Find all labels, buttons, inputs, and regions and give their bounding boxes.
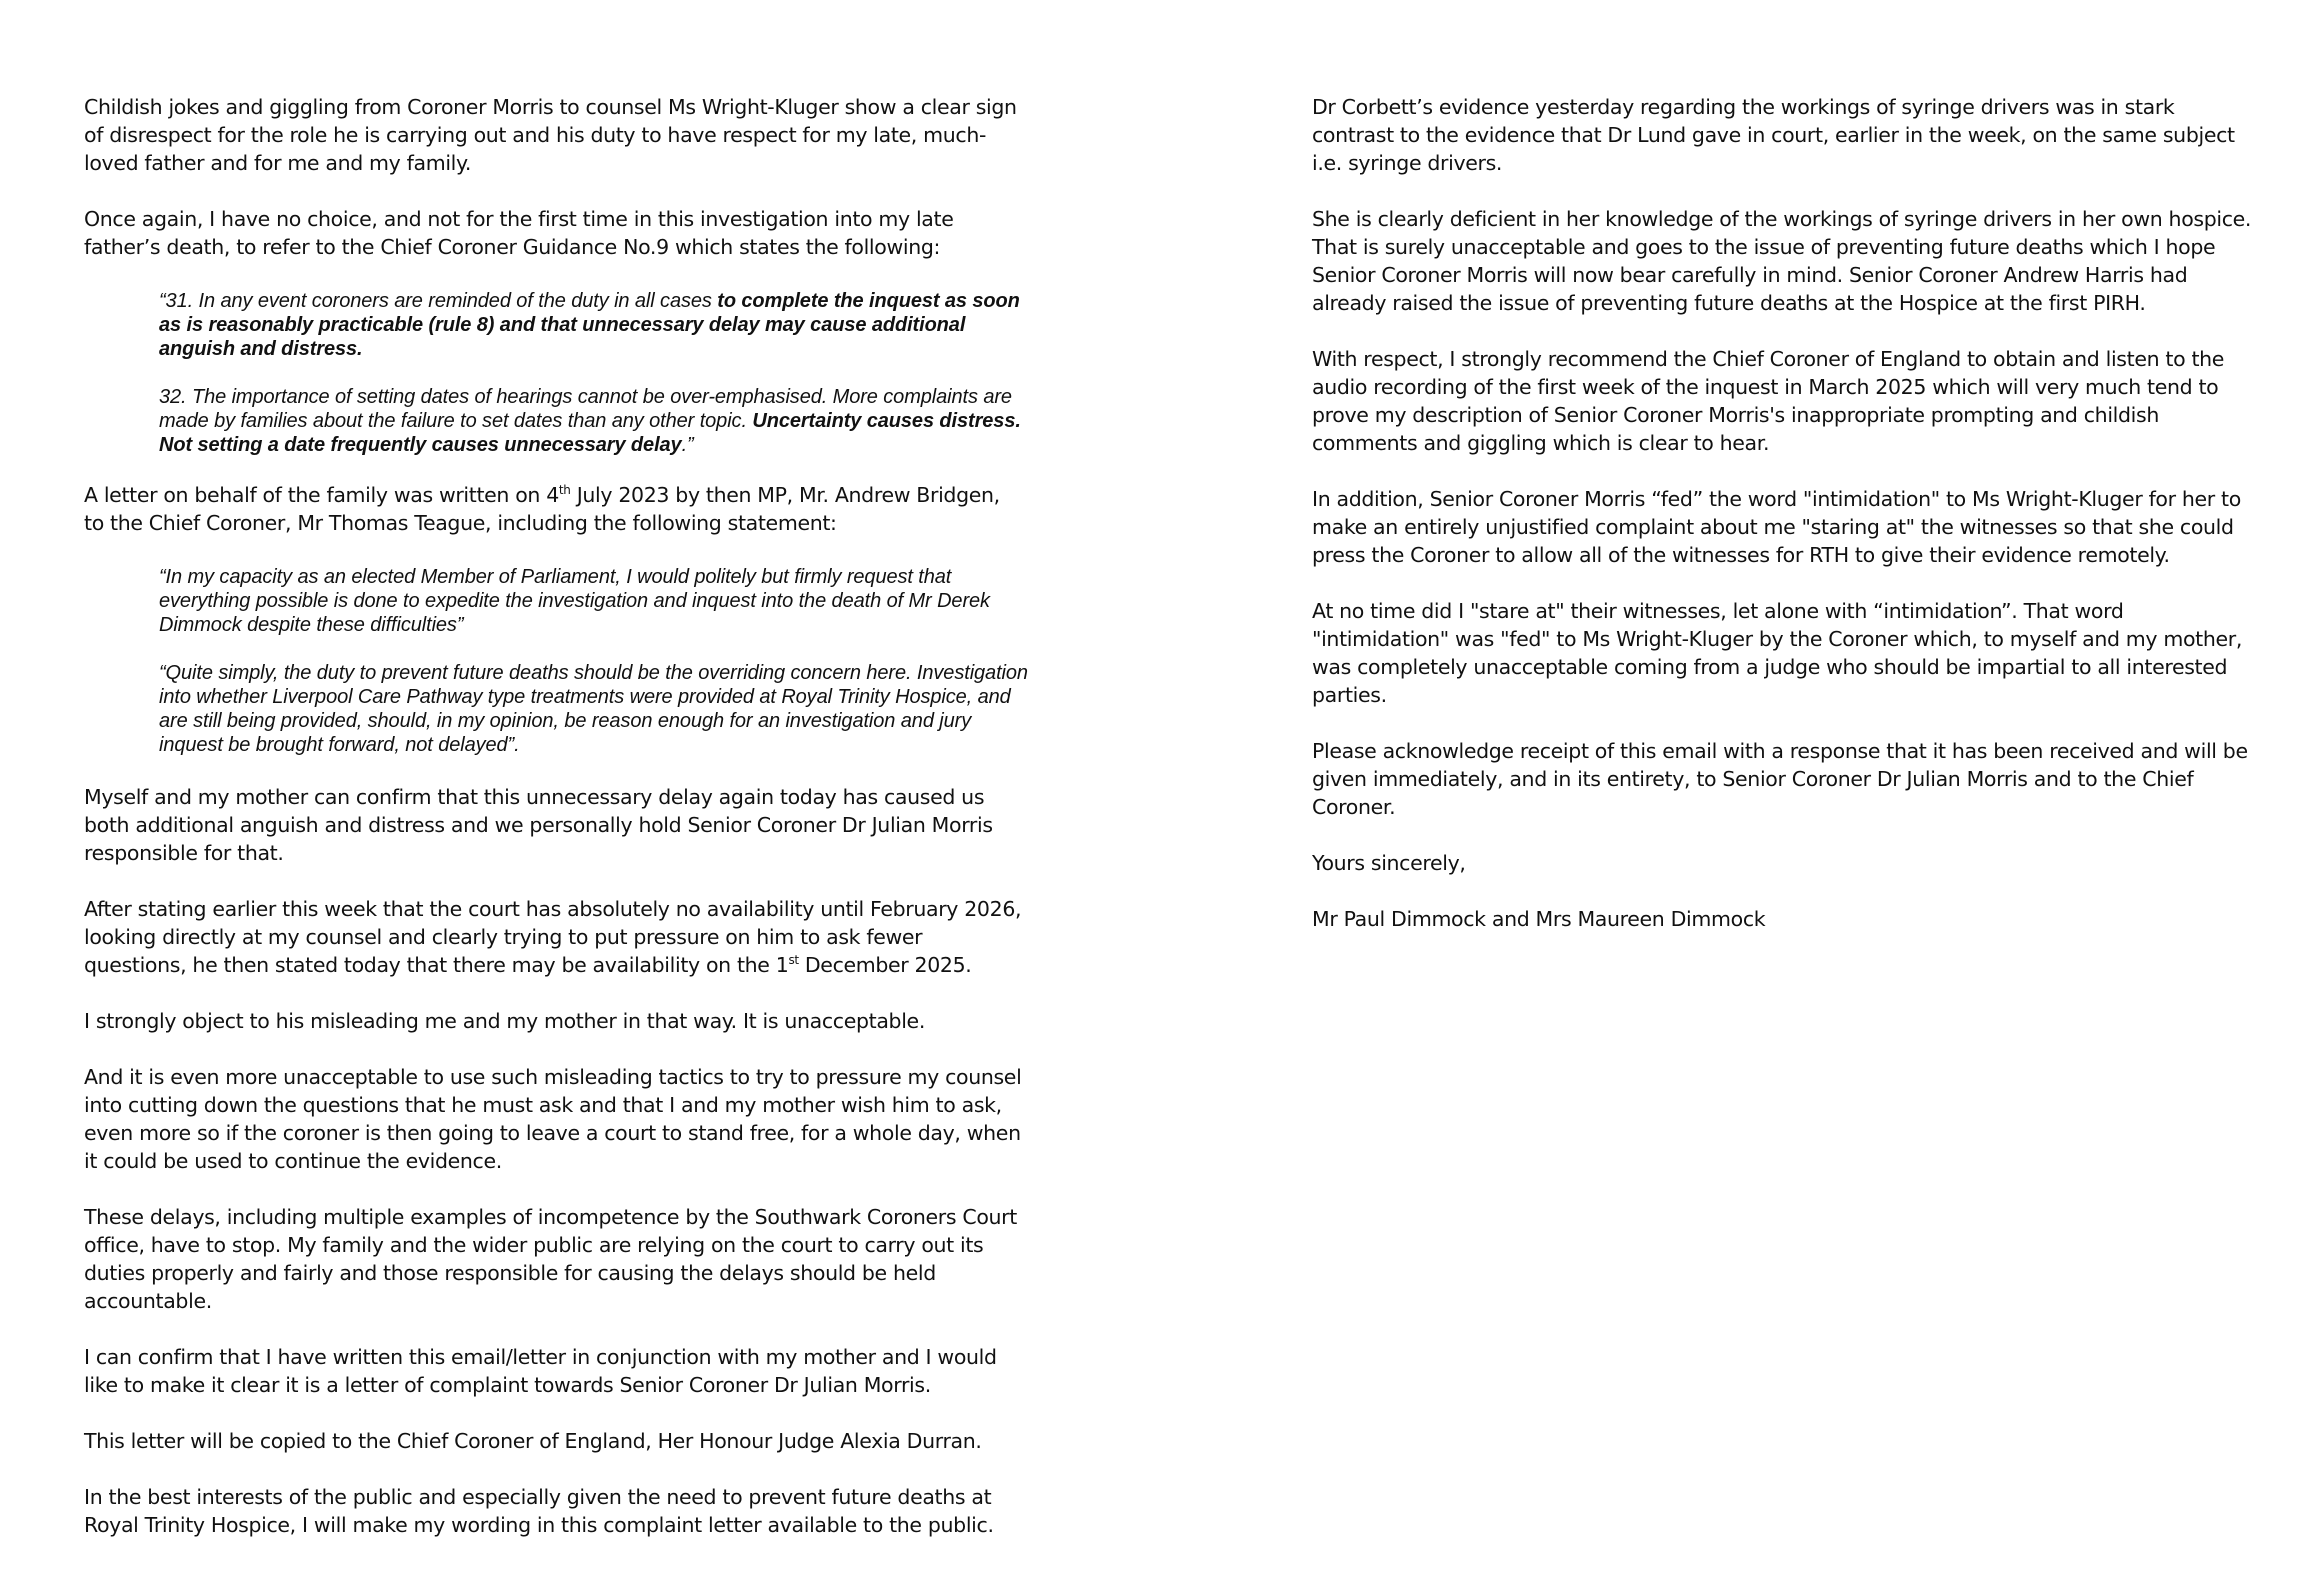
quote-guidance-32 [159,385,1029,457]
paragraph-guidance-reference: Once again, I have no choice, and not for the first time in this investigation into my late father’s death, to refer to the Chief Coroner Guidance No.9 which states the following: [84,207,954,259]
right-column [1312,93,2252,933]
closing-salutation: Yours sincerely, [1312,851,1466,875]
paragraph-copy-notice: This letter will be copied to the Chief Coroner of England, Her Honour Judge Alexia Durran. [84,1429,982,1453]
paragraph-delays: These delays, including multiple examples of incompetence by the Southwark Coroners Court office, have to stop. My family and the wider public are relying on the court to carry out its duties properly and fairly and those responsible for causing the delays should be held accountable. [84,1205,1017,1313]
left-column [84,93,1028,1539]
quote-guidance-31-text: “31. In any event coroners are reminded of the duty in all cases [159,290,718,312]
paragraph-deficient-knowledge: She is clearly deficient in her knowledge of the workings of syringe drivers in her own hospice. That is surely unacceptable and goes to the issue of preventing future deaths which I hope Senior Coroner Morris will now bear carefully in mind. Senior Coroner Andrew Harris had already raised the issue of preventing future deaths at the Hospice at the first PIRH. [1312,207,2252,315]
paragraph-availability-start: After stating earlier this week that the court has absolutely no availability until February 2026, looking directly at my counsel and clearly trying to put pressure on him to ask fewer questions, he then stated today that there may be availability on the 1 [84,897,1022,977]
paragraph-mp-letter [84,481,1024,537]
paragraph-audio-recording: With respect, I strongly recommend the Chief Coroner of England to obtain and listen to the audio recording of the first week of the inquest in March 2025 which will very much tend to prove my description of Senior Coroner Morris's inappropriate prompting and childish comments and giggling which is clear to hear. [1312,347,2225,455]
superscript-st: st [788,953,799,968]
paragraph-childish-jokes: Childish jokes and giggling from Coroner Morris to counsel Ms Wright-Kluger show a clear sign of disrespect for the role he is carrying out and his duty to have respect for my late, much-loved father and for me and my family. [84,95,1017,175]
paragraph-complaint-confirmation: I can confirm that I have written this email/letter in conjunction with my mother and I would like to make it clear it is a letter of complaint towards Senior Coroner Dr Julian Morris. [84,1345,997,1397]
quote-guidance-32-bold: Uncertainty causes distress. Not setting a date frequently causes unnecessary delay [159,410,1021,456]
paragraph-availability-end: December 2025. [798,953,972,977]
paragraph-availability [84,895,1024,979]
right-page [1161,0,2322,1584]
paragraph-objection: I strongly object to his misleading me and my mother in that way. It is unacceptable. [84,1009,925,1033]
quote-mp-request: “In my capacity as an elected Member of Parliament, I would politely but firmly request that everything possible is done to expedite the investigation and inquest into the death of Mr Derek Dimmock despite these difficulties” [159,566,990,636]
superscript-th: th [558,483,571,498]
paragraph-no-staring: At no time did I "stare at" their witnesses, let alone with “intimidation”. That word "intimidation" was "fed" to Ms Wright-Kluger by the Coroner which, to myself and my mother, was completely unacceptable coming from a judge who should be impartial to all interested parties. [1312,599,2243,707]
paragraph-mp-letter-start: A letter on behalf of the family was written on 4 [84,483,559,507]
paragraph-anguish: Myself and my mother can confirm that this unnecessary delay again today has caused us both additional anguish and distress and we personally hold Senior Coroner Dr Julian Morris responsible for that. [84,785,993,865]
paragraph-syringe-evidence: Dr Corbett’s evidence yesterday regarding the workings of syringe drivers was in stark contrast to the evidence that Dr Lund gave in court, earlier in the week, on the same subject i.e. syringe drivers. [1312,95,2235,175]
paragraph-acknowledge-receipt: Please acknowledge receipt of this email with a response that it has been received and will be given immediately, and in its entirety, to Senior Coroner Dr Julian Morris and to the Chief Coroner. [1312,739,2248,819]
paragraph-public-availability: In the best interests of the public and especially given the need to prevent future deaths at Royal Trinity Hospice, I will make my wording in this complaint letter available to the public. [84,1485,994,1537]
paragraph-misleading-tactics: And it is even more unacceptable to use such misleading tactics to try to pressure my counsel into cutting down the questions that he must ask and that I and my mother wish him to ask, even more so if the coroner is then going to leave a court to stand free, for a whole day, when it could be used to continue the evidence. [84,1065,1022,1173]
signature-names: Mr Paul Dimmock and Mrs Maureen Dimmock [1312,907,1766,931]
paragraph-intimidation-fed: In addition, Senior Coroner Morris “fed” the word "intimidation" to Ms Wright-Kluger for her to make an entirely unjustified complaint about me "staring at" the witnesses so that she could press the Coroner to allow all of the witnesses for RTH to give their evidence remotely. [1312,487,2241,567]
quote-guidance-32-end: .” [681,434,694,456]
quote-guidance-31 [159,289,1029,361]
quote-guidance-31-bold: to complete the inquest as soon as is reasonably practicable (rule 8) and that unnecessary delay may cause additional anguish and distress. [159,290,1020,360]
paragraph-mp-letter-end: July 2023 by then MP, Mr. Andrew Bridgen, to the Chief Coroner, Mr Thomas Teague, including the following statement: [84,483,1000,535]
signoff [1312,849,2252,933]
quote-mp-duty: “Quite simply, the duty to prevent future deaths should be the overriding concern here. Investigation into whether Liverpool Care Pathway type treatments were provided at Royal Trinity Hospice, and are still being provided, should, in my opinion, be reason enough for an investigation and jury inquest be brought forward, not delayed”. [159,662,1028,756]
quote-guidance-32-text: 32. The importance of setting dates of hearings cannot be over-emphasised. More complaints are made by families about the failure to set dates than any other topic. [159,386,1012,432]
